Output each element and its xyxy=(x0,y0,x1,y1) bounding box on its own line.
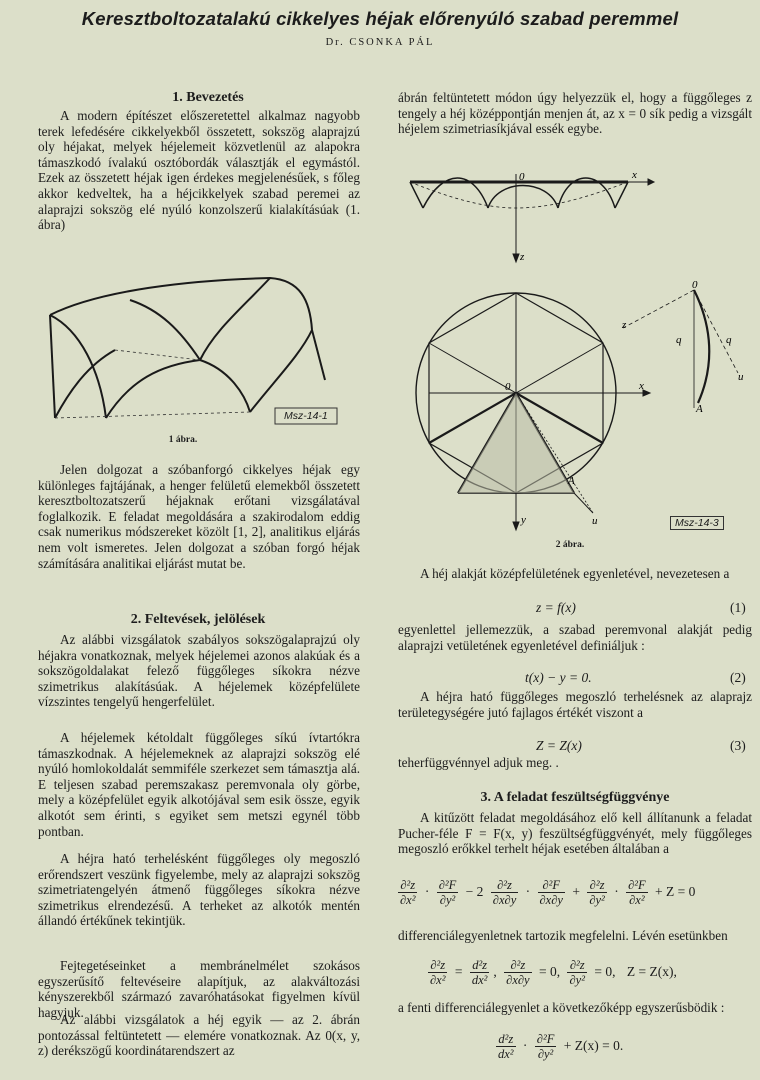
equation-2: t(x) − y = 0. xyxy=(525,670,592,685)
paragraph: teherfüggvénnyel adjuk meg. . xyxy=(398,755,559,770)
paragraph: A modern építészet előszeretettel alkalmaz nagyobb terek lefedésére cikkelyekből összetett, sokszög alaprajzú oly héjakat, melyek héjelemeit közvetlenül az alapokra támaszkodó ívalakú osztóbordák választják el egymástól. Ezek az összetett héjak igen érdekes megjelenésűek, s főleg akkor kedveltek, ha a héjcikkelyek szabad peremei az alaprajzi sokszög elé nyúló konzolszerű kialakításúak (1. ábra) xyxy=(38,108,360,233)
label-o: 0 xyxy=(519,171,525,183)
paragraph: A héjra ható terhelésként függőleges oly megoszló erőrendszert veszünk figyelembe, mely az alaprajzi sokszög szimetriatengelyén átmenő függőleges síkokra nézve szimetrikus elrendezésű. A terheket az alkotók mentén állandó értékűnek tekintjük. xyxy=(38,851,360,929)
label-o: 0 xyxy=(692,279,698,291)
paragraph: Jelen dolgozat a szóbanforgó cikkelyes héjak egy különleges fajtájának, a henger felületű elemekből összetett keresztboltozatszerű héjaknak erőtani vizsgálatával foglalkozik. E feladat megoldására a szakirodalom eddig csak numerikus módszereket közölt [1, 2], analitikus eljárás nem volt ismeretes. Jelen dolgozat a szóban forgó héjak számítására analitikai eljárást mutat be. xyxy=(38,462,360,571)
equation-1-number: (1) xyxy=(730,600,746,615)
label-a: A xyxy=(568,475,575,487)
section-2-heading: 2. Feltevések, jelölések xyxy=(130,612,266,627)
author: Dr. CSONKA PÁL xyxy=(325,37,435,48)
equation-3: Z = Z(x) xyxy=(536,738,582,753)
paragraph: a fenti differenciálegyenlet a következőképp egyszerűsbödik : xyxy=(398,1000,725,1015)
paragraph: differenciálegyenletnek tartozik megfelelni. Lévén esetünkben xyxy=(398,928,728,943)
figure-2-tag: Msz-14-3 xyxy=(670,516,724,530)
section-3-heading: 3. A feladat feszültségfüggvénye xyxy=(480,790,670,805)
label-u: u xyxy=(738,371,744,383)
section-1-heading: 1. Bevezetés xyxy=(172,90,244,105)
paragraph: A héj alakját középfelületének egyenletével, nevezetesen a xyxy=(420,566,730,581)
figure-1-caption: 1 ábra. xyxy=(168,435,198,445)
paragraph: Az alábbi vizsgálatok a héj egyik — az 2. ábrán pontozással feltüntetett — elemére vonatkoznak. Az 0(x, y, z) derékszögű koordinátarendszert az xyxy=(38,1012,360,1059)
label-o: 0 xyxy=(505,381,511,393)
paragraph: A héjra ható függőleges megoszló terhelésnek az alaprajz területegységére jutó fajlagos értékét viszont a xyxy=(398,689,752,720)
equation-1: z = f(x) xyxy=(536,600,576,615)
equation-pde: $\frac{\text{∂²z}}{\text{∂x²}}$ · $\frac{\text{∂²F}}{\text{∂y²}}$ − 2 $\frac{\text{∂²z}}{\partial x\partial y}$ · $\frac{\text{∂²F}}{\partial x\partial y}$ + $\frac{\text{∂²z}}{\text{∂y²}}$ · $\frac{\text{∂²F}}{\text{∂x²}}$ + Z = 0 xyxy=(400,878,696,907)
label-y: y xyxy=(521,514,526,526)
page-title: Keresztboltozatalakú cikkelyes héjak előrenyúló szabad peremmel xyxy=(81,8,679,29)
label-qu: q xyxy=(676,334,682,346)
label-a: A xyxy=(696,403,703,415)
paragraph: Az alábbi vizsgálatok szabályos sokszögalaprajzú oly héjakra vonatkoznak, melyek héjelemei azonos alakúak és a sokszögoldalakat felező függőleges síkokra nézve szimetrikus alakításúak. A héjelemek középfelülete vízszintes tengelyű hengerfelület. xyxy=(38,632,360,710)
paragraph: A héjelemek kétoldalt függőleges síkú ívtartókra támaszkodnak. A héjelemeknek az alaprajzi sokszög elé nyúló homlokoldalát semmiféle szerkezet sem támasztja alá. E teljesen szabad peremszakasz peremvonala oly görbe, mely a középfelület egyik alkotójával sem esik össze, egyik alkotót sem érinti, s egyiket sem metszi egynél több pontban. xyxy=(38,730,360,839)
label-x: x xyxy=(632,169,637,181)
label-u: u xyxy=(592,515,598,527)
figure-2 xyxy=(398,168,754,538)
paragraph: ábrán feltüntetett módon úgy helyezzük el, hogy a függőleges z tengely a héj középpontján menjen át, az x = 0 sík pedig a vizsgált héjelem szimetriasíkjával essék egybe. xyxy=(398,90,752,137)
paragraph: Fejtegetéseinket a membránelmélet szokásos egyszerűsítő feltevéseire alapítjuk, az alakváltozási kényszerekből származó zavaróhatásokat figyelmen kívül hagyjuk. xyxy=(38,958,360,1020)
label-x: x xyxy=(639,380,644,392)
label-qz: q xyxy=(726,334,732,346)
paragraph: egyenlettel jellemezzük, a szabad peremvonal alakját pedig alaprajzi vetületének egyenletével definiáljuk : xyxy=(398,622,752,653)
equation-case: $\frac{\text{∂²z}}{\text{∂x²}}$ = $\frac{\text{d²z}}{\text{dx²}}$ , $\frac{\text{∂²z}}{\partial x\partial y}$ = 0, $\frac{\text{∂²z}}{\text{∂y²}}$ = 0, Z = Z(x), xyxy=(430,958,677,987)
equation-simplified: $\frac{\text{d²z}}{\text{dx²}}$ · $\frac{\text{∂²F}}{\text{∂y²}}$ + Z(x) = 0. xyxy=(498,1032,624,1061)
equation-3-number: (3) xyxy=(730,738,746,753)
label-z: z xyxy=(622,319,627,331)
figure-2-caption: 2 ábra. xyxy=(555,540,585,550)
label-z: z xyxy=(520,251,525,263)
paragraph: A kitűzött feladat megoldásához elő kell állítanunk a feladat Pucher-féle F = F(x, y) feszültségfüggvényét, mely függőleges megoszló erőkkel terhelt héjak esetében általában a xyxy=(398,810,752,857)
figure-1-tag: Msz-14-1 xyxy=(284,410,328,422)
equation-2-number: (2) xyxy=(730,670,746,685)
